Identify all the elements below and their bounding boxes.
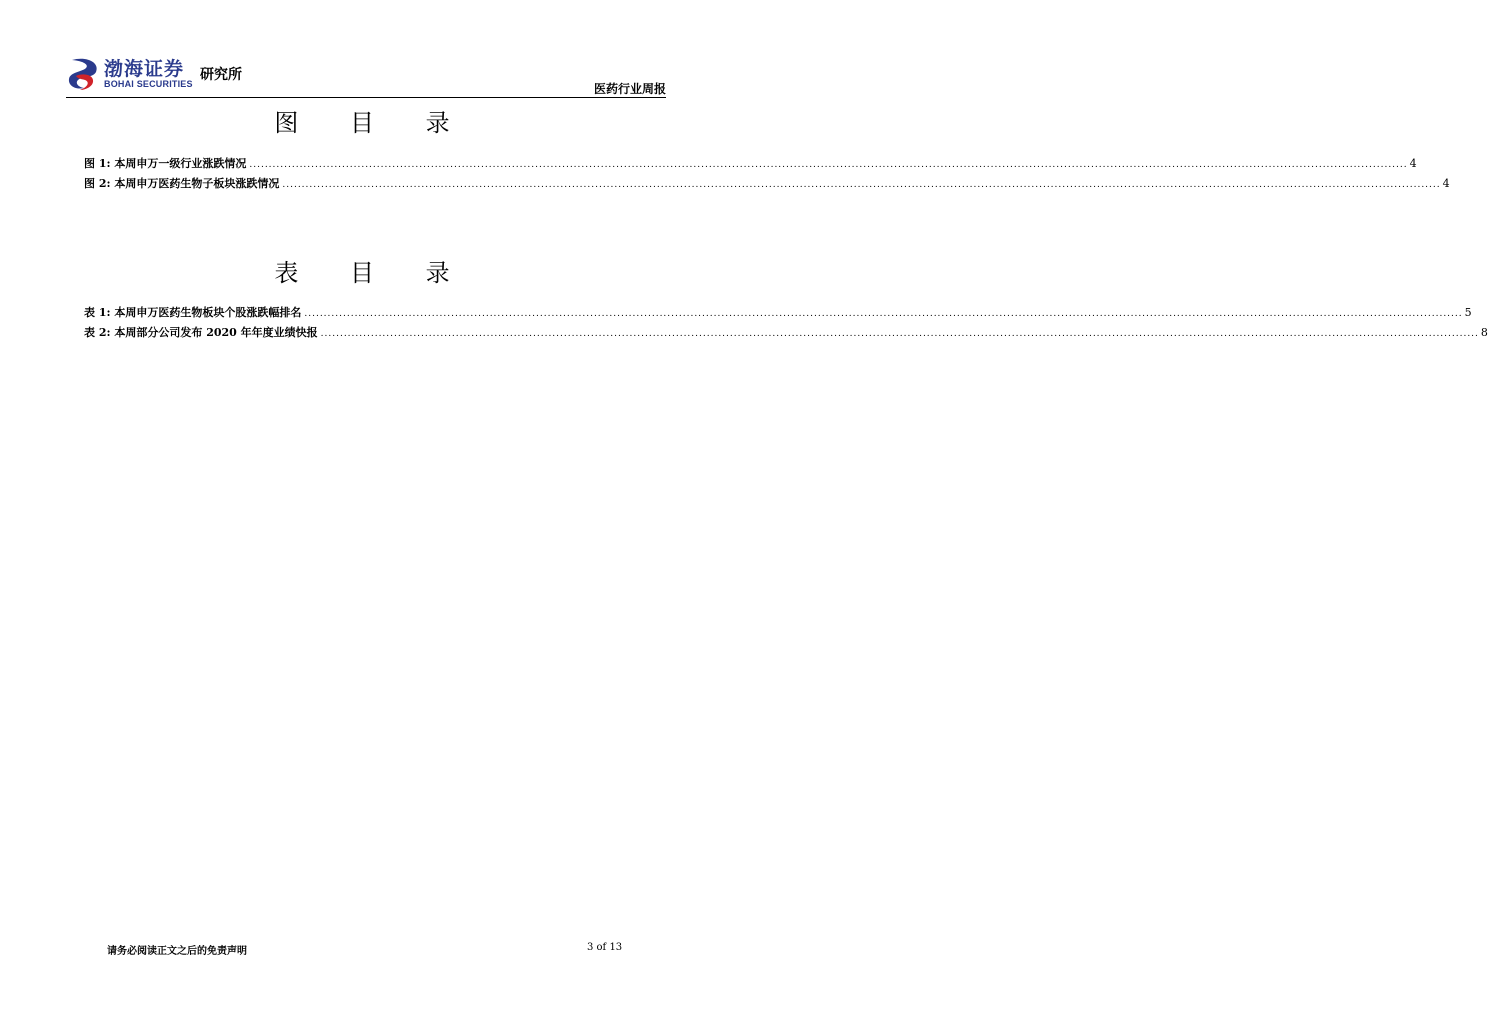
toc-entry-label: 表 1: 本周申万医药生物板块个股涨跌幅排名	[84, 306, 302, 319]
bohai-securities-logo	[66, 52, 266, 96]
institute-name: 研究所	[200, 67, 242, 83]
report-type: 医药行业周报	[593, 82, 666, 96]
tables-toc-title: 表 目 录	[274, 259, 472, 287]
logo-chinese-name: 渤海证券	[104, 58, 185, 80]
logo-english-name: BOHAI SECURITIES	[104, 79, 193, 89]
toc-entry-label: 图 2: 本周申万医药生物子板块涨跌情况	[84, 177, 280, 190]
toc-entry-figure-1[interactable]	[84, 155, 1417, 175]
toc-leader-dots: ............................................................................................................................................................................................................................................................................................................	[249, 160, 1408, 170]
toc-entry-page: 5	[1464, 306, 1472, 319]
bohai-logo-icon	[66, 56, 102, 92]
header-divider	[66, 97, 666, 98]
footer-page-number: 3 of 13	[587, 942, 623, 953]
toc-leader-dots: ............................................................................................................................................................................................................................................................................................................	[304, 309, 1463, 319]
toc-entry-page: 8	[1480, 326, 1488, 339]
toc-entry-table-1[interactable]	[84, 304, 1472, 324]
toc-entry-page: 4	[1442, 177, 1450, 190]
toc-entry-page: 4	[1409, 157, 1417, 170]
page-header	[66, 52, 666, 100]
toc-entry-figure-2[interactable]	[84, 175, 1450, 195]
toc-entry-label: 图 1: 本周申万一级行业涨跌情况	[84, 157, 247, 170]
toc-entry-table-2[interactable]	[84, 324, 1488, 344]
toc-entry-label: 表 2: 本周部分公司发布 2020 年年度业绩快报	[84, 326, 318, 339]
figures-toc-title: 图 目 录	[274, 109, 472, 137]
figures-toc-list	[84, 155, 1450, 195]
tables-toc-list	[84, 304, 1488, 344]
footer-disclaimer: 请务必阅读正文之后的免责声明	[107, 946, 247, 957]
toc-leader-dots: ............................................................................................................................................................................................................................................................................................................	[320, 329, 1479, 339]
toc-leader-dots: ............................................................................................................................................................................................................................................................................................................	[282, 180, 1441, 190]
